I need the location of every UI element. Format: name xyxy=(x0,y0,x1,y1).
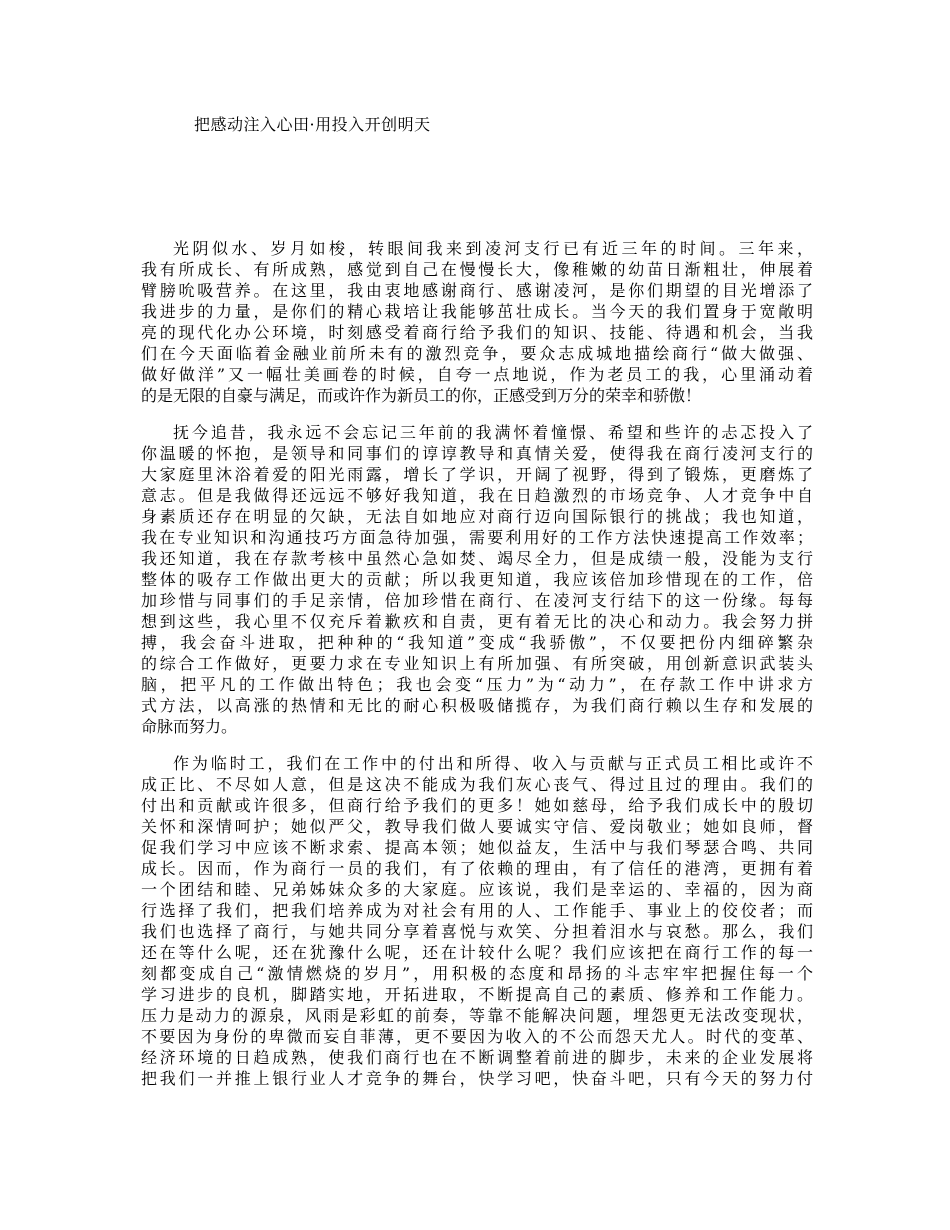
text-line: 还在等什么呢，还在犹豫什么呢，还在计较什么呢？我们应该把在商行工作的每一 xyxy=(141,943,813,962)
text-line: 你温暖的怀抱，是领导和同事们的谆谆教导和真情关爱，使得我在商行凌河支行的 xyxy=(141,444,813,463)
text-line: 的是无限的自豪与满足，而或许作为新员工的你，正感受到万分的荣幸和骄傲！ xyxy=(141,386,702,405)
text-line: 促我们学习中应该不断求索、提高本领；她似益友，生活中与我们琴瑟合鸣、共同 xyxy=(141,838,813,857)
text-line: 身素质还存在明显的欠缺，无法自如地应对商行迈向国际银行的挑战；我也知道， xyxy=(141,507,813,526)
text-line: 我们也选择了商行，与她共同分享着喜悦与欢笑、分担着泪水与哀愁。那么，我们 xyxy=(141,922,813,941)
text-line: 压力是动力的源泉，风雨是彩虹的前奏，等靠不能解决问题，埋怨更无法改变现状， xyxy=(141,1006,813,1025)
text-line: 我进步的力量，是你们的精心栽培让我能够茁壮成长。当今天的我们置身于宽敞明 xyxy=(141,302,813,321)
text-line: 意志。但是我做得还远远不够好我知道，我在日趋激烈的市场竞争、人才竞争中自 xyxy=(141,486,813,505)
text-line: 关怀和深情呵护；她似严父，教导我们做人要诚实守信、爱岗敬业；她如良师，督 xyxy=(141,817,813,836)
text-line: 做好做洋”又一幅壮美画卷的时候，自夸一点地说，作为老员工的我，心里涌动着 xyxy=(141,365,813,384)
text-line: 脑，把平凡的工作做出特色；我也会变“压力”为“动力”，在存款工作中讲求方 xyxy=(141,675,813,694)
text-line: 成长。因而，作为商行一员的我们，有了依赖的理由，有了信任的港湾，更拥有着 xyxy=(141,859,813,878)
paragraph-2 xyxy=(141,422,813,737)
document-body xyxy=(141,238,813,1105)
text-line: 加珍惜与同事们的手足亲情，倍加珍惜在商行、在凌河支行结下的这一份缘。每每 xyxy=(141,591,813,610)
text-line: 搏，我会奋斗进取，把种种的“我知道”变成“我骄傲”，不仅要把份内细碎繁杂 xyxy=(141,633,813,652)
paragraph-3 xyxy=(141,753,813,1089)
text-line: 大家庭里沐浴着爱的阳光雨露，增长了学识，开阔了视野，得到了锻炼，更磨炼了 xyxy=(141,465,813,484)
text-line: 命脉而努力。 xyxy=(141,717,238,736)
text-line: 把我们一并推上银行业人才竞争的舞台，快学习吧，快奋斗吧，只有今天的努力付 xyxy=(141,1069,813,1088)
text-line: 行选择了我们，把我们培养成为对社会有用的人、工作能手、事业上的佼佼者；而 xyxy=(141,901,813,920)
text-line: 我还知道，我在存款考核中虽然心急如焚、竭尽全力，但是成绩一般，没能为支行 xyxy=(141,549,813,568)
text-line: 成正比、不尽如人意，但是这决不能成为我们灰心丧气、得过且过的理由。我们的 xyxy=(141,775,813,794)
document-title: 把感动注入心田·用投入开创明天 xyxy=(194,115,431,134)
text-line: 我有所成长、有所成熟，感觉到自己在慢慢长大，像稚嫩的幼苗日渐粗壮，伸展着 xyxy=(141,260,813,279)
text-line: 作为临时工，我们在工作中的付出和所得、收入与贡献与正式员工相比或许不 xyxy=(173,754,813,773)
text-line: 光阴似水、岁月如梭，转眼间我来到凌河支行已有近三年的时间。三年来， xyxy=(173,239,813,258)
text-line: 想到这些，我心里不仅充斥着歉疚和自责，更有着无比的决心和动力。我会努力拼 xyxy=(141,612,813,631)
text-line: 刻都变成自己“激情燃烧的岁月”，用积极的态度和昂扬的斗志牢牢把握住每一个 xyxy=(141,964,813,983)
text-line: 抚今追昔，我永远不会忘记三年前的我满怀着憧憬、希望和些许的忐忑投入了 xyxy=(173,423,813,442)
text-line: 式方法，以高涨的热情和无比的耐心积极吸储揽存，为我们商行赖以生存和发展的 xyxy=(141,696,813,715)
text-line: 一个团结和睦、兄弟姊妹众多的大家庭。应该说，我们是幸运的、幸福的，因为商 xyxy=(141,880,813,899)
text-line: 的综合工作做好，更要力求在专业知识上有所加强、有所突破，用创新意识武装头 xyxy=(141,654,813,673)
text-line: 经济环境的日趋成熟，使我们商行也在不断调整着前进的脚步，未来的企业发展将 xyxy=(141,1048,813,1067)
text-line: 我在专业知识和沟通技巧方面急待加强，需要利用好的工作方法快速提高工作效率； xyxy=(141,528,813,547)
text-line: 不要因为身份的卑微而妄自菲薄，更不要因为收入的不公而怨天尤人。时代的变革、 xyxy=(141,1027,813,1046)
text-line: 付出和贡献或许很多，但商行给予我们的更多！她如慈母，给予我们成长中的殷切 xyxy=(141,796,813,815)
text-line: 整体的吸存工作做出更大的贡献；所以我更知道，我应该倍加珍惜现在的工作，倍 xyxy=(141,570,813,589)
text-line: 亮的现代化办公环境，时刻感受着商行给予我们的知识、技能、待遇和机会，当我 xyxy=(141,323,813,342)
text-line: 学习进步的良机，脚踏实地，开拓进取，不断提高自己的素质、修养和工作能力。 xyxy=(141,985,813,1004)
text-line: 们在今天面临着金融业前所未有的激烈竞争，要众志成城地描绘商行“做大做强、 xyxy=(141,344,813,363)
text-line: 臂膀吮吸营养。在这里，我由衷地感谢商行、感谢凌河，是你们期望的目光增添了 xyxy=(141,281,813,300)
paragraph-1 xyxy=(141,238,813,406)
